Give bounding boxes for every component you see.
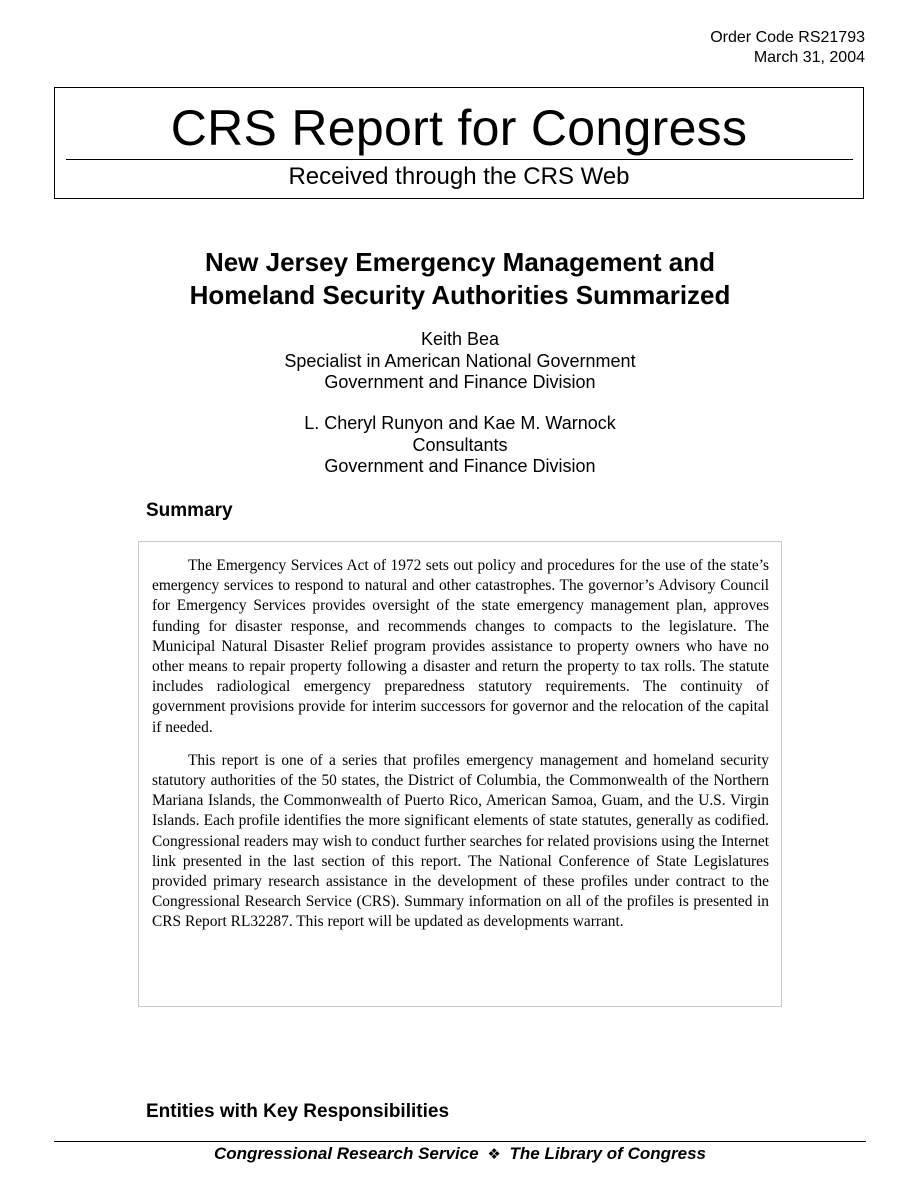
report-title-line-1: New Jersey Emergency Management and xyxy=(204,247,716,277)
footer-publisher: Congressional Research Service xyxy=(214,1144,479,1163)
order-code: Order Code RS21793 xyxy=(710,29,865,46)
author-division: Government and Finance Division xyxy=(324,372,596,392)
report-title-line-2: Homeland Security Authorities Summarized xyxy=(189,280,731,310)
summary-paragraph-1: The Emergency Services Act of 1972 sets out policy and procedures for the use of the state’s emergency services to respond to natural and other catastrophes. The governor’s Advisory Council for Emergency Services provides oversight of the state emergency management plan, approves funding for disaster response, and recommends changes to compacts to the legislature. The Municipal Natural Disaster Relief program provides assistance to property owners who have no other means to repair property following a disaster and return the property to tax rolls. The statute includes radiological emergency preparedness statutory requirements. The continuity of government provisions provide for interim successors for governor and the relocation of the capital if needed. xyxy=(152,557,769,736)
banner-subtitle: Received through the CRS Web xyxy=(288,163,630,190)
author-block-2 xyxy=(0,413,920,478)
footer-library: The Library of Congress xyxy=(509,1144,706,1163)
summary-paragraph-2: This report is one of a series that profiles emergency management and homeland security statutory authorities of the 50 states, the District of Columbia, the Commonwealth of the Northern Mariana Islands, the Commonwealth of Puerto Rico, American Samoa, Guam, and the U.S. Virgin Islands. Each profile identifies the more significant elements of state statutes, generally as codified. Congressional readers may wish to conduct further searches for related provisions using the Internet link presented in the last section of this report. The National Conference of State Legislatures provided primary research assistance in the development of these profiles under contract to the Congressional Research Service (CRS). Summary information on all of the profiles is presented in CRS Report RL32287. This report will be updated as developments warrant. xyxy=(152,751,769,931)
footer-divider xyxy=(54,1141,866,1142)
author-role: Consultants xyxy=(412,434,508,455)
order-info xyxy=(710,28,865,68)
footer xyxy=(0,1143,920,1165)
banner-title: CRS Report for Congress xyxy=(170,100,748,156)
author-block-1 xyxy=(0,329,920,394)
entities-heading: Entities with Key Responsibilities xyxy=(146,1101,450,1122)
summary-heading: Summary xyxy=(146,500,233,521)
report-title xyxy=(0,246,920,312)
banner-divider xyxy=(66,159,853,160)
author-name: L. Cheryl Runyon and Kae M. Warnock xyxy=(304,413,616,433)
crs-banner xyxy=(54,87,864,199)
report-date: March 31, 2004 xyxy=(753,49,865,66)
ornament-icon: ❖ xyxy=(487,1145,501,1163)
author-name: Keith Bea xyxy=(420,329,500,349)
summary-box xyxy=(138,541,782,1007)
author-division: Government and Finance Division xyxy=(324,456,596,476)
author-role: Specialist in American National Government xyxy=(284,350,636,371)
